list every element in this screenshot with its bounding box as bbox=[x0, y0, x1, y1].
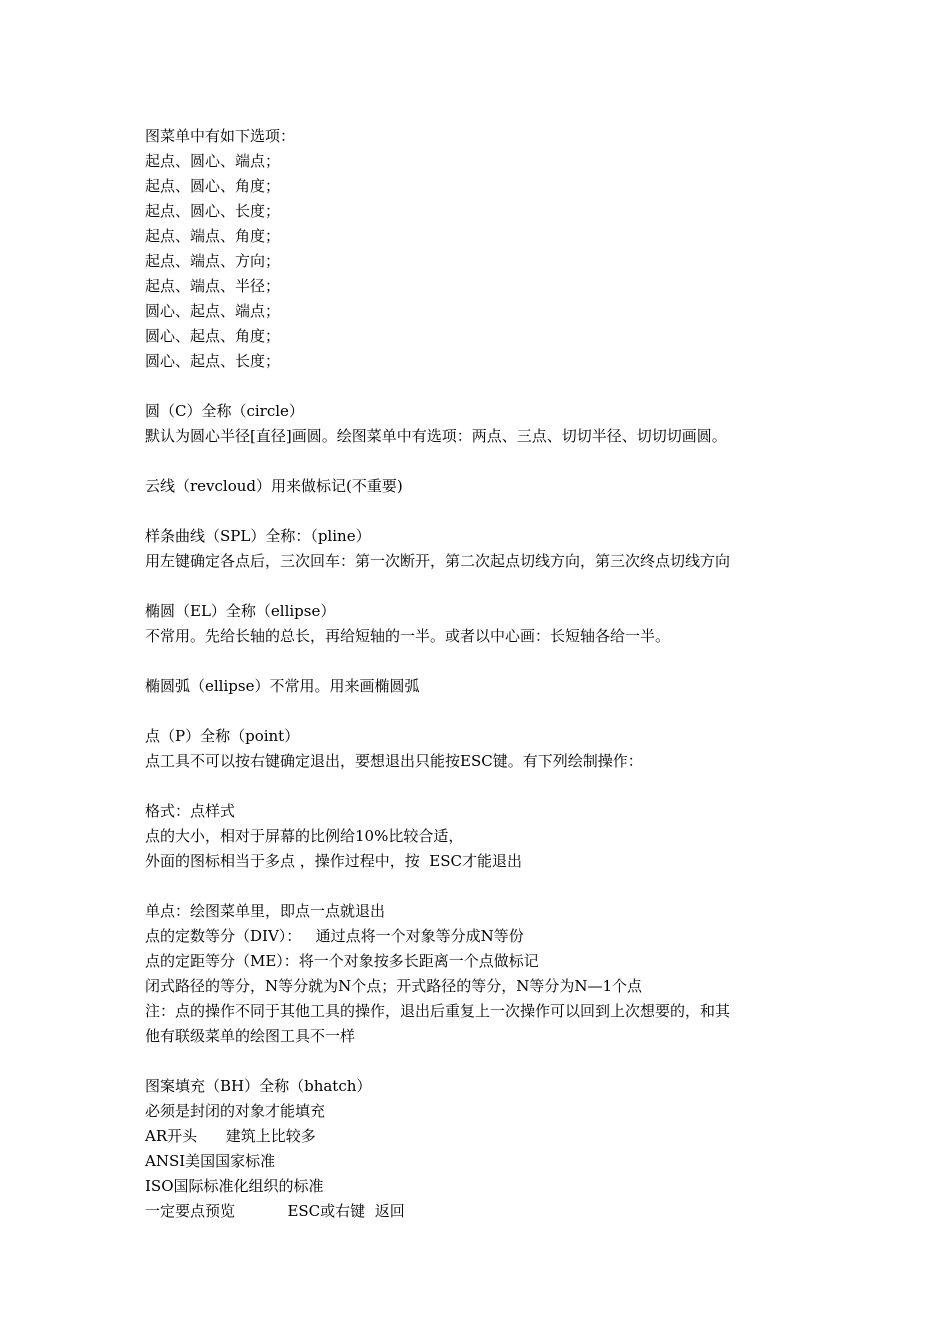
blank-line bbox=[145, 1049, 825, 1074]
text-line: ANSI美国国家标准 bbox=[145, 1152, 276, 1170]
text-line: 起点、圆心、角度； bbox=[145, 177, 281, 195]
document-body bbox=[145, 124, 825, 1224]
text-line: 不常用。先给长轴的总长，再给短轴的一半。或者以中心画：长短轴各给一半。 bbox=[145, 627, 671, 645]
text-line: 椭圆弧（ellipse）不常用。用来画椭圆弧 bbox=[145, 677, 420, 695]
blank-line bbox=[145, 374, 825, 399]
text-line: 圆心、起点、长度； bbox=[145, 352, 281, 370]
text-line: 样条曲线（SPL）全称：（pline） bbox=[145, 527, 371, 545]
text-line: 闭式路径的等分，N等分就为N个点；开式路径的等分，N等分为N—1个点 bbox=[145, 977, 643, 995]
text-line: 点的定距等分（ME）：将一个对象按多长距离一个点做标记 bbox=[145, 952, 539, 970]
text-line: 起点、圆心、长度； bbox=[145, 202, 281, 220]
text-line: 起点、端点、方向； bbox=[145, 252, 281, 270]
text-line: 单点：绘图菜单里，即点一点就退出 bbox=[145, 902, 386, 920]
text-line: 格式：点样式 bbox=[145, 802, 236, 820]
text-line: 图案填充（BH）全称（bhatch） bbox=[145, 1077, 372, 1095]
text-line: ISO国际标准化组织的标准 bbox=[145, 1177, 324, 1195]
text-line: 点（P）全称（point） bbox=[145, 727, 300, 745]
blank-line bbox=[145, 574, 825, 599]
text-line: 他有联级菜单的绘图工具不一样 bbox=[145, 1027, 356, 1045]
blank-line bbox=[145, 499, 825, 524]
text-line: 外面的图标相当于多点 ，操作过程中，按 ESC才能退出 bbox=[145, 852, 523, 870]
text-line: 椭圆（EL）全称（ellipse） bbox=[145, 602, 336, 620]
text-line: 必须是封闭的对象才能填充 bbox=[145, 1102, 326, 1120]
text-line: 点的大小，相对于屏幕的比例给10%比较合适， bbox=[145, 827, 464, 845]
text-line: 圆（C）全称（circle） bbox=[145, 402, 304, 420]
blank-line bbox=[145, 449, 825, 474]
text-line: AR开头 建筑上比较多 bbox=[145, 1127, 316, 1145]
text-line: 用左键确定各点后，三次回车：第一次断开，第二次起点切线方向，第三次终点切线方向 bbox=[145, 552, 731, 570]
text-line: 圆心、起点、端点； bbox=[145, 302, 281, 320]
text-line: 注：点的操作不同于其他工具的操作，退出后重复上一次操作可以回到上次想要的，和其 bbox=[145, 1002, 731, 1020]
blank-line bbox=[145, 699, 825, 724]
text-line: 云线（revcloud）用来做标记(不重要) bbox=[145, 477, 403, 495]
text-line: 一定要点预览 ESC或右键 返回 bbox=[145, 1202, 405, 1220]
text-line: 点工具不可以按右键确定退出，要想退出只能按ESC键。有下列绘制操作： bbox=[145, 752, 643, 770]
blank-line bbox=[145, 649, 825, 674]
text-line: 起点、圆心、端点； bbox=[145, 152, 281, 170]
text-line: 图菜单中有如下选项： bbox=[145, 127, 296, 145]
text-line: 起点、端点、角度； bbox=[145, 227, 281, 245]
text-line: 圆心、起点、角度； bbox=[145, 327, 281, 345]
text-line: 起点、端点、半径； bbox=[145, 277, 281, 295]
text-line: 默认为圆心半径[直径]画圆。绘图菜单中有选项：两点、三点、切切半径、切切切画圆。 bbox=[145, 427, 727, 445]
blank-line bbox=[145, 874, 825, 899]
blank-line bbox=[145, 774, 825, 799]
text-line: 点的定数等分（DIV）： 通过点将一个对象等分成N等份 bbox=[145, 927, 524, 945]
